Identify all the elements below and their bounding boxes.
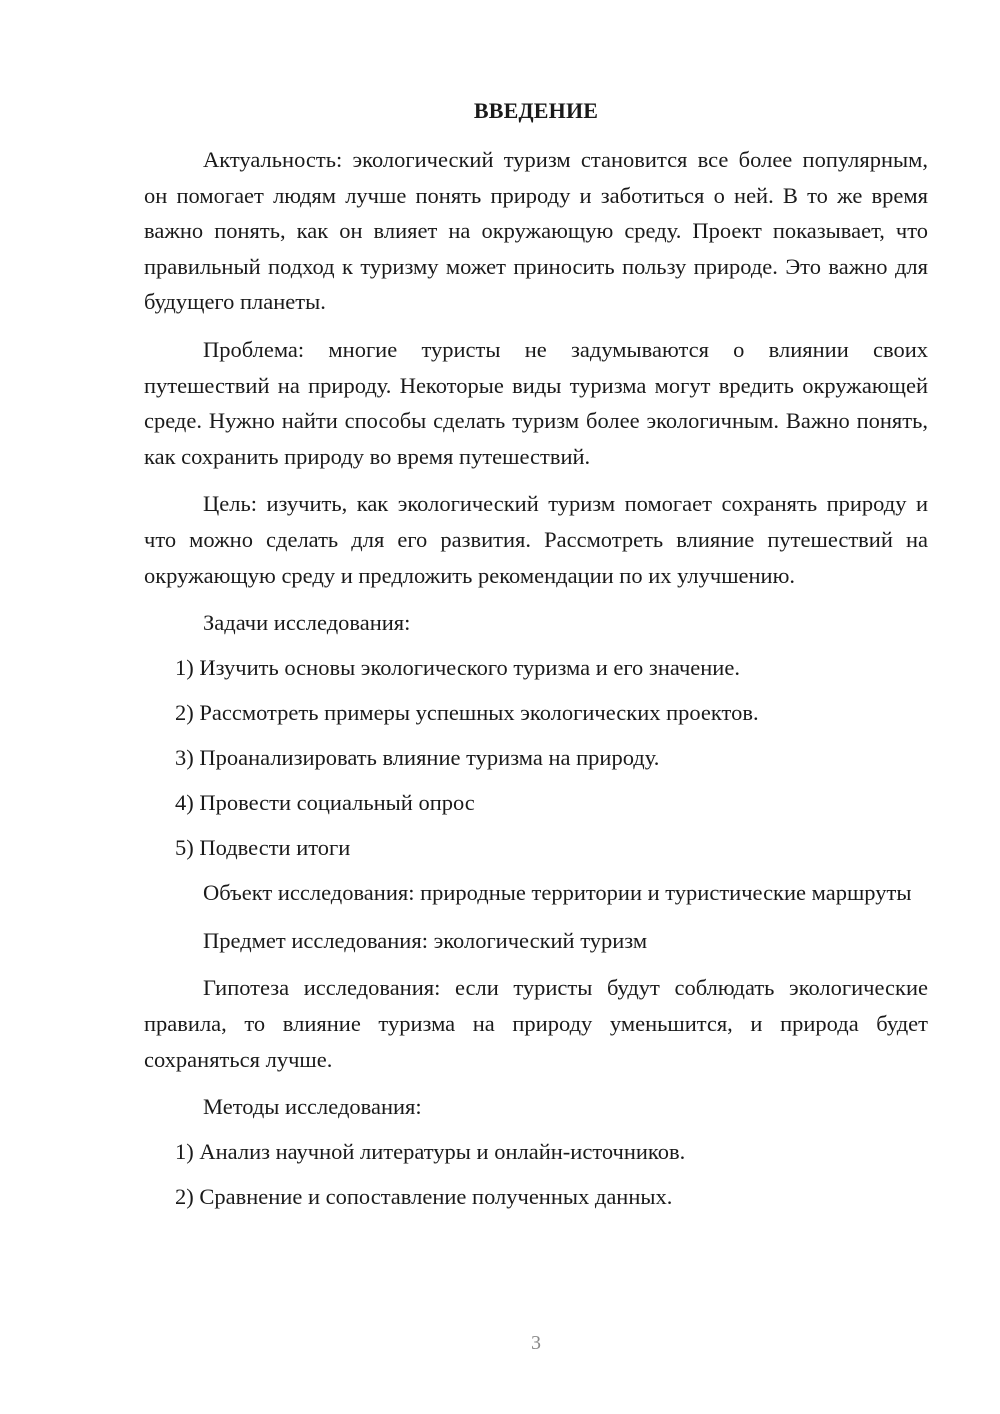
task-item-2: 2) Рассмотреть примеры успешных экологических проектов. — [175, 699, 759, 725]
goal-paragraph: Цель: изучить, как экологический туризм помогает сохранять природу и что можно сделать для его развития. Рассмотреть влияние путешествий на окружающую среду и предложить рекомендации по их улучшению. — [144, 491, 928, 588]
hypothesis-paragraph: Гипотеза исследования: если туристы будут соблюдать экологические правила, то влияние туризма на природу уменьшится, и природа будет сохраняться лучше. — [144, 975, 928, 1072]
method-item-2: 2) Сравнение и сопоставление полученных данных. — [175, 1183, 673, 1209]
subject-paragraph: Предмет исследования: экологический туризм — [203, 927, 648, 953]
relevance-paragraph: Актуальность: экологический туризм становится все более популярным, он помогает людям лучше понять природу и заботиться о ней. В то же время важно понять, как он влияет на окружающую среду. Проект показывает, что правильный подход к туризму может приносить пользу природе. Это важно для будущего планеты. — [144, 147, 928, 315]
task-item-1: 1) Изучить основы экологического туризма и его значение. — [175, 654, 740, 680]
problem-paragraph: Проблема: многие туристы не задумываются о влиянии своих путешествий на природу. Некоторые виды туризма могут вредить окружающей среде. Нужно найти способы сделать туризм более экологичным. Важно понять, как сохранить природу во время путешествий. — [144, 336, 928, 469]
object-paragraph: Объект исследования: природные территории и туристические маршруты — [203, 880, 912, 906]
page-number: 3 — [531, 1332, 541, 1354]
tasks-heading: Задачи исследования: — [203, 610, 411, 636]
methods-heading: Методы исследования: — [203, 1094, 422, 1120]
task-item-3: 3) Проанализировать влияние туризма на природу. — [175, 744, 660, 770]
document-body — [144, 142, 928, 1224]
section-title: ВВЕДЕНИЕ — [473, 98, 599, 123]
method-item-1: 1) Анализ научной литературы и онлайн-источников. — [175, 1138, 686, 1164]
task-item-5: 5) Подвести итоги — [175, 835, 351, 861]
task-item-4: 4) Провести социальный опрос — [175, 790, 475, 815]
